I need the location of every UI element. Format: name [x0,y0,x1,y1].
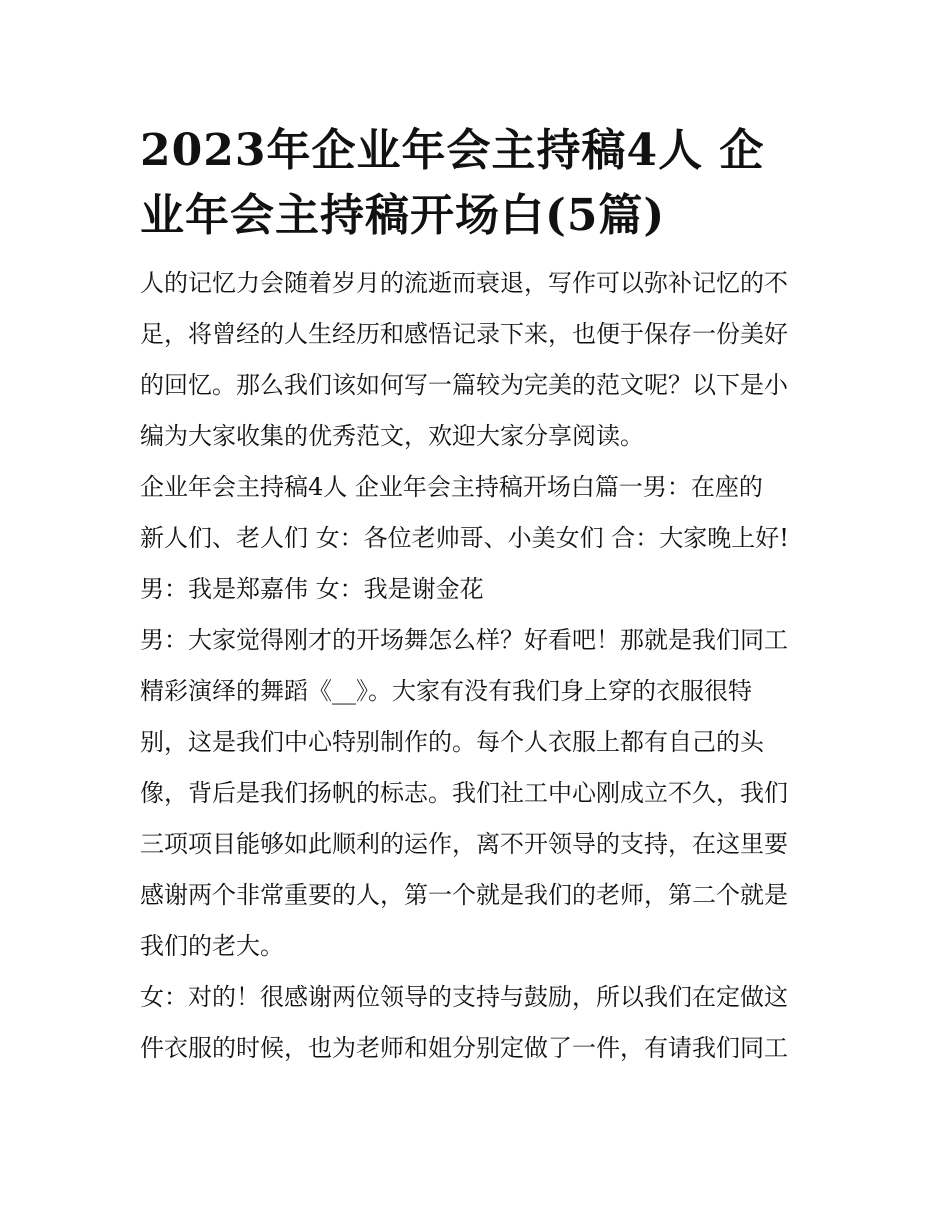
text-line: 件衣服的时候，也为老师和姐分别定做了一件，有请我们同工 [140,1034,788,1062]
title-line: 业年会主持稿开场白(5篇) [140,190,666,241]
dialogue-paragraph-male [140,615,812,972]
dialogue-paragraph-female [140,972,812,1074]
text-line: 人的记忆力会随着岁月的流逝而衰退，写作可以弥补记忆的不 [140,269,788,297]
text-line: 女：对的！很感谢两位领导的支持与鼓励，所以我们在定做这 [140,983,788,1011]
text-line: 精彩演绎的舞蹈《__》。大家有没有我们身上穿的衣服很特 [140,677,752,705]
document-title [140,118,812,248]
text-line: 的回忆。那么我们该如何写一篇较为完美的范文呢？以下是小 [140,371,788,399]
text-line: 企业年会主持稿4人 企业年会主持稿开场白篇一男：在座的 [140,473,763,501]
document-page [140,118,812,1074]
text-line: 男：大家觉得刚才的开场舞怎么样？好看吧！那就是我们同工 [140,626,788,654]
text-line: 男：我是郑嘉伟 女：我是谢金花 [140,575,484,603]
text-line: 三项项目能够如此顺利的运作，离不开领导的支持，在这里要 [140,830,788,858]
text-line: 我们的老大。 [140,932,284,960]
text-line: 编为大家收集的优秀范文，欢迎大家分享阅读。 [140,422,644,450]
intro-paragraph [140,258,812,462]
text-line: 别，这是我们中心特别制作的。每个人衣服上都有自己的头 [140,728,764,756]
text-line: 足，将曾经的人生经历和感悟记录下来，也便于保存一份美好 [140,320,788,348]
opening-paragraph [140,462,812,615]
text-line: 像，背后是我们扬帆的标志。我们社工中心刚成立不久，我们 [140,779,788,807]
text-line: 新人们、老人们 女：各位老帅哥、小美女们 合：大家晚上好! [140,524,789,552]
text-line: 感谢两个非常重要的人，第一个就是我们的老师，第二个就是 [140,881,788,909]
title-line: 2023年企业年会主持稿4人 企 [140,125,765,176]
